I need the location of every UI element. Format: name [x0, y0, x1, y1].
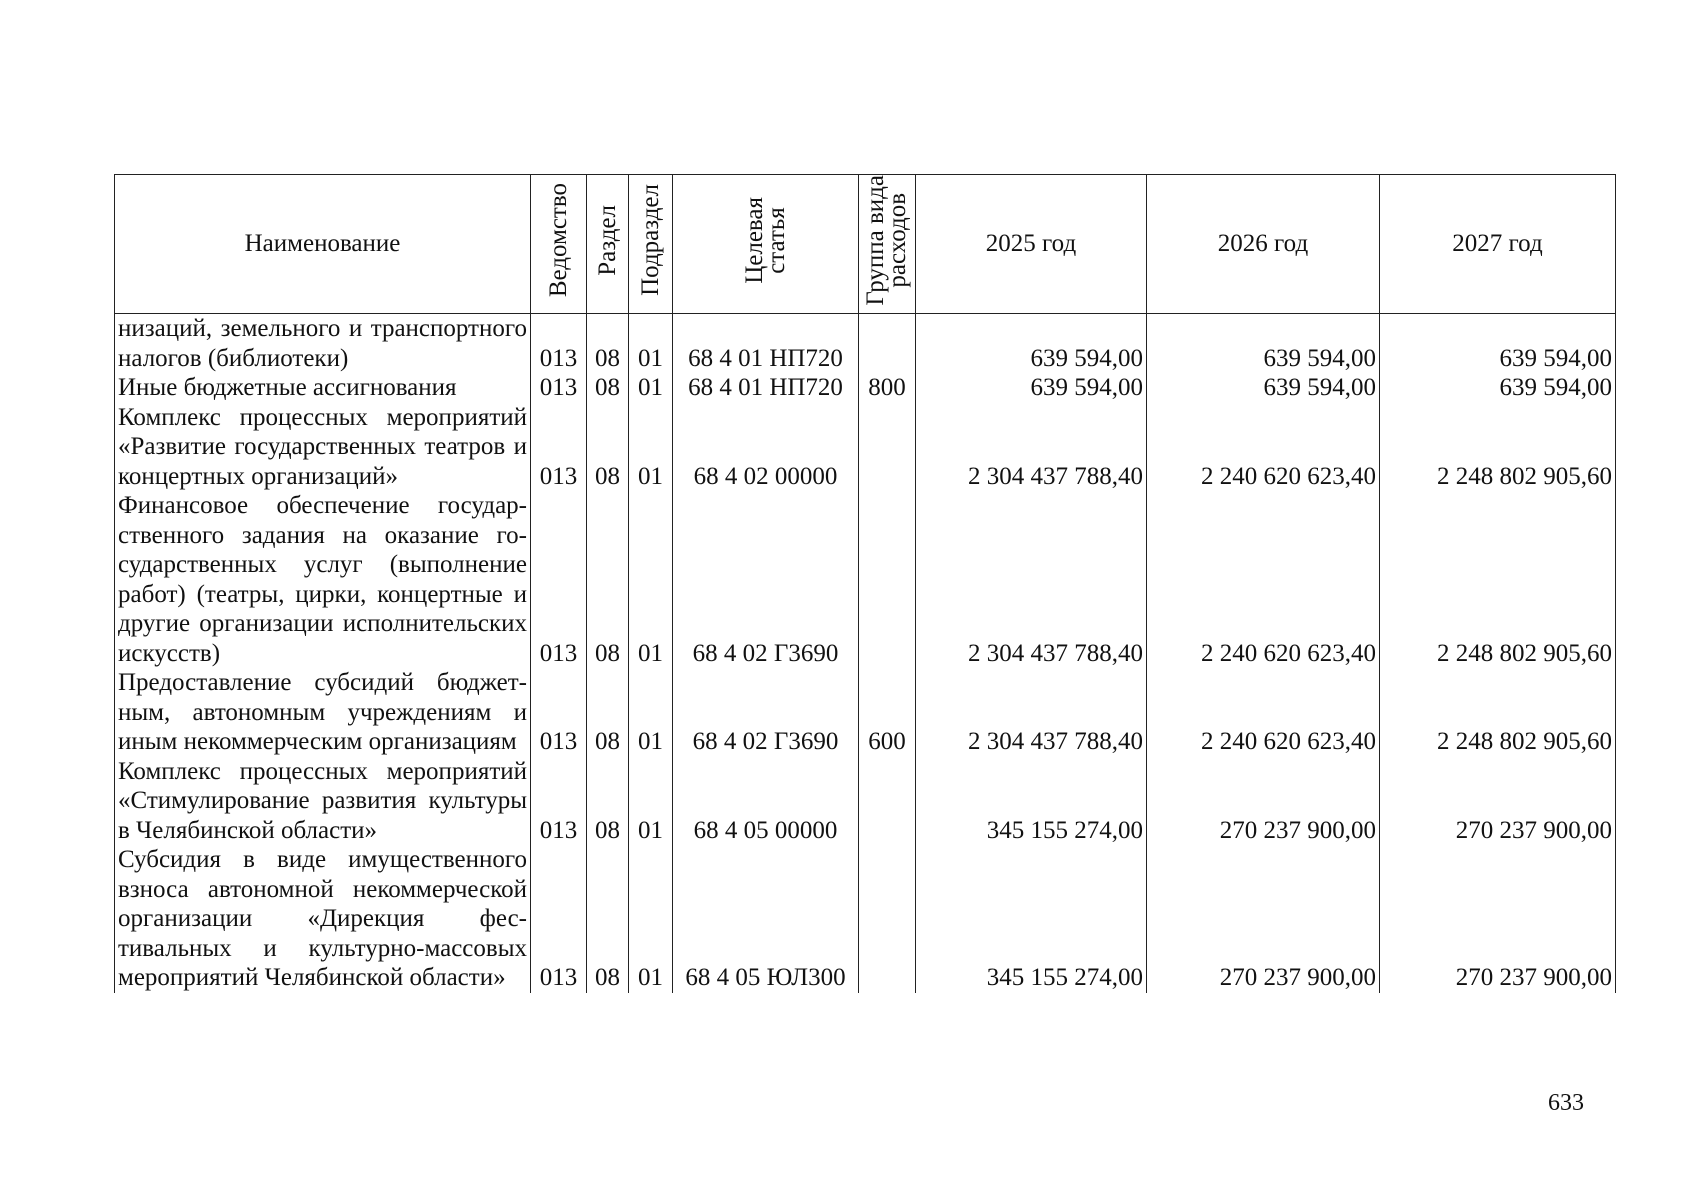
table-row [115, 403, 1616, 492]
row-name: низаций, земельного и транспортного налогов (библиотеки) [115, 314, 531, 374]
header-expense-group: Группа вида расходов [859, 175, 916, 314]
row-amount-2026: 270 237 900,00 [1147, 757, 1380, 846]
row-amount-2026: 2 240 620 623,40 [1147, 403, 1380, 492]
row-department: 013 [531, 373, 587, 403]
row-name: Иные бюджетные ассигнования [115, 373, 531, 403]
row-name: Комплекс процессных мероприятий «Стимулирование развития культуры в Челябинской области» [115, 757, 531, 846]
row-expense-group [859, 491, 916, 668]
header-section: Раздел [587, 175, 629, 314]
row-amount-2026: 2 240 620 623,40 [1147, 668, 1380, 757]
header-year-2025: 2025 год [916, 175, 1147, 314]
budget-table [114, 174, 1616, 993]
row-target-article: 68 4 01 НП720 [673, 373, 859, 403]
table-row [115, 373, 1616, 403]
table-row [115, 668, 1616, 757]
row-amount-2026: 270 237 900,00 [1147, 845, 1380, 993]
row-subsection: 01 [629, 403, 673, 492]
row-section: 08 [587, 757, 629, 846]
table-row [115, 314, 1616, 374]
table-row [115, 491, 1616, 668]
row-department: 013 [531, 491, 587, 668]
row-amount-2025: 345 155 274,00 [916, 757, 1147, 846]
row-expense-group [859, 314, 916, 374]
row-amount-2025: 2 304 437 788,40 [916, 403, 1147, 492]
row-section: 08 [587, 845, 629, 993]
row-target-article: 68 4 02 00000 [673, 403, 859, 492]
row-expense-group [859, 757, 916, 846]
header-year-2026: 2026 год [1147, 175, 1380, 314]
header-subsection: Подраздел [629, 175, 673, 314]
header-name: Наименование [115, 175, 531, 314]
table-row [115, 845, 1616, 993]
row-amount-2025: 639 594,00 [916, 314, 1147, 374]
row-name: Комплекс процессных мероприятий «Развитие государственных театров и концертных организаций» [115, 403, 531, 492]
row-amount-2025: 2 304 437 788,40 [916, 491, 1147, 668]
row-amount-2027: 270 237 900,00 [1380, 845, 1616, 993]
row-amount-2025: 639 594,00 [916, 373, 1147, 403]
row-amount-2027: 270 237 900,00 [1380, 757, 1616, 846]
row-department: 013 [531, 314, 587, 374]
row-department: 013 [531, 668, 587, 757]
row-name: Финансовое обеспечение государственного задания на оказание государственных услуг (выполнение работ) (театры, цирки, концертные и другие организации исполнительских искусств) [115, 491, 531, 668]
row-section: 08 [587, 491, 629, 668]
page-number: 633 [1548, 1090, 1584, 1116]
header-department: Ведомство [531, 175, 587, 314]
row-amount-2026: 639 594,00 [1147, 373, 1380, 403]
row-subsection: 01 [629, 314, 673, 374]
row-amount-2027: 2 248 802 905,60 [1380, 403, 1616, 492]
row-expense-group: 600 [859, 668, 916, 757]
row-section: 08 [587, 668, 629, 757]
header-target-article: Целевая статья [673, 175, 859, 314]
table-row [115, 757, 1616, 846]
row-amount-2027: 2 248 802 905,60 [1380, 668, 1616, 757]
row-section: 08 [587, 403, 629, 492]
row-target-article: 68 4 01 НП720 [673, 314, 859, 374]
row-department: 013 [531, 845, 587, 993]
row-expense-group [859, 845, 916, 993]
row-amount-2026: 2 240 620 623,40 [1147, 491, 1380, 668]
row-expense-group [859, 403, 916, 492]
row-name: Предоставление субсидий бюджетным, автономным учреждениям и иным некоммерческим организациям [115, 668, 531, 757]
row-subsection: 01 [629, 491, 673, 668]
row-amount-2027: 639 594,00 [1380, 314, 1616, 374]
row-amount-2025: 345 155 274,00 [916, 845, 1147, 993]
row-section: 08 [587, 314, 629, 374]
row-subsection: 01 [629, 668, 673, 757]
row-target-article: 68 4 02 Г3690 [673, 668, 859, 757]
row-section: 08 [587, 373, 629, 403]
row-department: 013 [531, 757, 587, 846]
row-amount-2025: 2 304 437 788,40 [916, 668, 1147, 757]
row-subsection: 01 [629, 845, 673, 993]
row-target-article: 68 4 02 Г3690 [673, 491, 859, 668]
header-year-2027: 2027 год [1380, 175, 1616, 314]
row-subsection: 01 [629, 757, 673, 846]
row-department: 013 [531, 403, 587, 492]
header-row [115, 175, 1616, 314]
row-target-article: 68 4 05 00000 [673, 757, 859, 846]
row-amount-2027: 2 248 802 905,60 [1380, 491, 1616, 668]
table-body [115, 314, 1616, 993]
row-amount-2027: 639 594,00 [1380, 373, 1616, 403]
row-subsection: 01 [629, 373, 673, 403]
row-amount-2026: 639 594,00 [1147, 314, 1380, 374]
row-target-article: 68 4 05 ЮЛ300 [673, 845, 859, 993]
row-name: Субсидия в виде имущественного взноса автономной некоммерческой организации «Дирекция фестивальных и культурно-массовых мероприятий Челябинской области» [115, 845, 531, 993]
row-expense-group: 800 [859, 373, 916, 403]
